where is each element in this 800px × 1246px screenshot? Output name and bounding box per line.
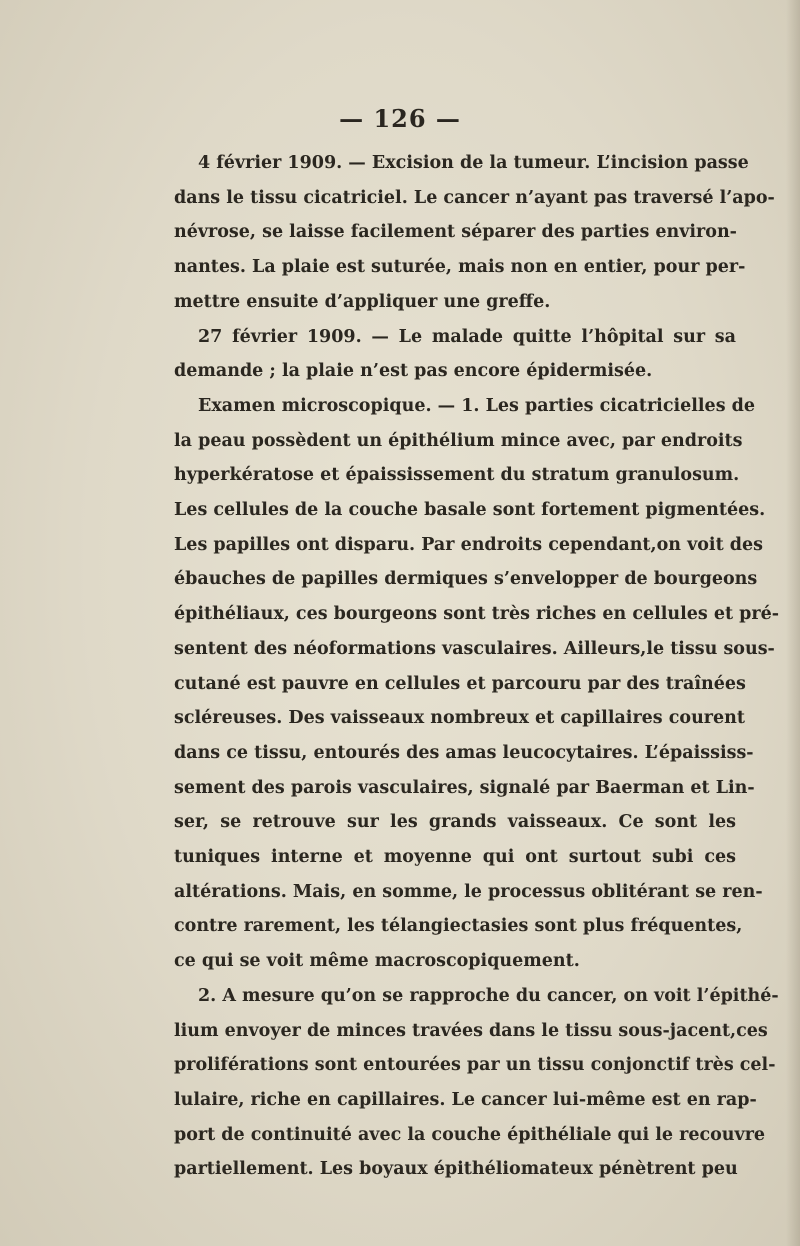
- text-line: ce qui se voit même macroscopiquement.: [174, 951, 580, 972]
- text-line: 27 février 1909. — Le malade quitte l’hôpital sur sa: [198, 326, 736, 347]
- text-line: mettre ensuite d’appliquer une greffe.: [174, 291, 551, 312]
- text-line: port de continuité avec la couche épithéliale qui le recouvre: [174, 1124, 766, 1145]
- text-line: partiellement. Les boyaux épithéliomateux pénètrent peu: [174, 1159, 738, 1180]
- text-line: névrose, se laisse facilement séparer des parties environ-: [174, 222, 737, 243]
- text-line: nantes. La plaie est suturée, mais non en entier, pour per-: [174, 257, 746, 278]
- text-line: tuniques interne et moyenne qui ont surtout subi ces: [174, 847, 736, 868]
- text-line: contre rarement, les télangiectasies sont plus fréquentes,: [174, 916, 743, 937]
- text-line: sement des parois vasculaires, signalé par Baerman et Lin-: [174, 777, 755, 798]
- section-heading-line: Examen microscopique. — 1. Les parties cicatricielles de: [198, 395, 756, 416]
- text-line: Les papilles ont disparu. Par endroits cependant,on voit des: [174, 534, 763, 555]
- body-text: [174, 146, 780, 1187]
- text-line: dans ce tissu, entourés des amas leucocytaires. L’épaississ-: [174, 742, 754, 763]
- text-line: scléreuses. Des vaisseaux nombreux et capillaires courent: [174, 708, 745, 729]
- text-line: cutané est pauvre en cellules et parcouru par des traînées: [174, 673, 746, 694]
- text-line: 2. A mesure qu’on se rapproche du cancer, on voit l’épithé-: [198, 985, 779, 1006]
- text-line: demande ; la plaie n’est pas encore épidermisée.: [174, 361, 653, 382]
- text-line: ébauches de papilles dermiques s’envelopper de bourgeons: [174, 569, 758, 590]
- text-line: 4 février 1909. — Excision de la tumeur. L’incision passe: [198, 153, 749, 173]
- text-line: sentent des néoformations vasculaires. Ailleurs,le tissu sous-: [174, 638, 775, 659]
- text-line: lulaire, riche en capillaires. Le cancer lui-même est en rap-: [174, 1089, 757, 1110]
- text-line: altérations. Mais, en somme, le processus oblitérant se ren-: [174, 881, 763, 902]
- page-number: — 126 —: [339, 104, 461, 133]
- text-line: dans le tissu cicatriciel. Le cancer n’ayant pas traversé l’apo-: [174, 187, 775, 208]
- text-line: la peau possèdent un épithélium mince avec, par endroits: [174, 430, 743, 451]
- text-line: épithéliaux, ces bourgeons sont très riches en cellules et pré-: [174, 604, 780, 625]
- text-line: ser, se retrouve sur les grands vaisseaux. Ce sont les: [174, 812, 736, 833]
- text-line: Les cellules de la couche basale sont fortement pigmentées.: [174, 500, 766, 521]
- text-line: hyperkératose et épaississement du stratum granulosum.: [174, 465, 740, 486]
- text-line: proliférations sont entourées par un tissu conjonctif très cel-: [174, 1055, 776, 1076]
- page-edge-shadow: [786, 0, 800, 1246]
- text-line: lium envoyer de minces travées dans le tissu sous-jacent,ces: [174, 1020, 768, 1041]
